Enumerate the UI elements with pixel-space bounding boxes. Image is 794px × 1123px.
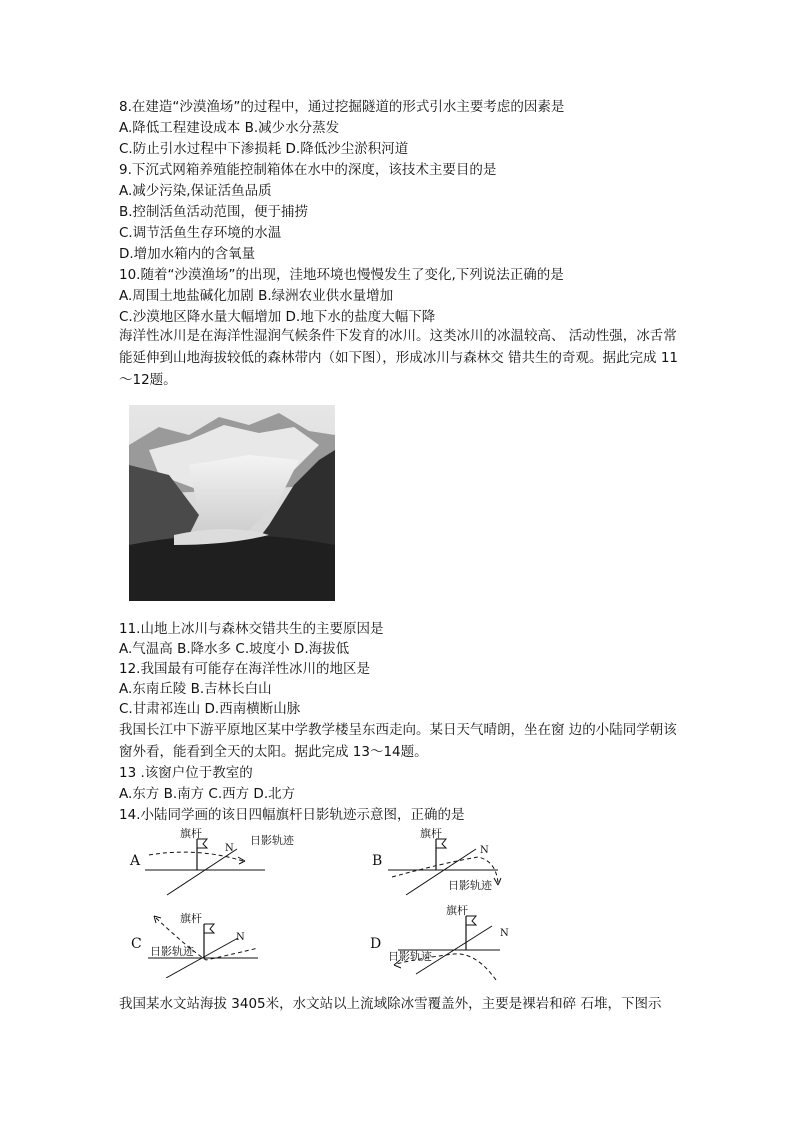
diagram-b-pole-label: 旗杆 xyxy=(420,827,442,840)
diagram-d-letter: D xyxy=(370,936,382,952)
diagram-c-pole-label: 旗杆 xyxy=(180,912,202,925)
flag-icon xyxy=(204,924,214,933)
flag-icon xyxy=(466,916,476,925)
diagram-b-track-label: 日影轨迹 xyxy=(448,879,492,892)
diagram-d-pole-label: 旗杆 xyxy=(446,904,468,917)
q13-options: A.东方 B.南方 C.西方 D.北方 xyxy=(119,786,296,802)
diagram-a-north: N xyxy=(225,843,234,854)
diagram-b xyxy=(368,827,528,897)
diagram-c-track-label: 日影轨迹 xyxy=(150,945,194,958)
diagram-b-north: N xyxy=(480,845,489,856)
q11-options: A.气温高 B.降水多 C.坡度小 D.海拔低 xyxy=(119,641,350,657)
question-11: 11.山地上冰川与森林交错共生的主要原因是 xyxy=(119,621,384,637)
q9-option-d: D.增加水箱内的含氧量 xyxy=(119,246,256,262)
question-9: 9.下沉式网箱养殖能控制箱体在水中的深度，该技术主要目的是 xyxy=(119,162,497,178)
diagram-d-north: N xyxy=(500,928,509,939)
question-12: 12.我国最有可能存在海洋性冰川的地区是 xyxy=(119,661,370,677)
question-13: 13 .该窗户位于教室的 xyxy=(119,765,253,781)
q12-options-cd: C.甘肃祁连山 D.西南横断山脉 xyxy=(119,701,301,717)
diagram-c xyxy=(128,908,288,978)
q8-options-ab: A.降低工程建设成本 B.减少水分蒸发 xyxy=(119,120,340,136)
diagram-a-pole-label: 旗杆 xyxy=(180,827,202,840)
glacier-intro-paragraph: 海洋性冰川是在海洋性湿润气候条件下发育的冰川。这类冰川的冰温较高、 活动性强，冰舌常能延伸到山地海拔较低的森林带内（如下图），形成冰川与森林交 错共生的奇观。据此完成 11～12题。 xyxy=(119,328,679,388)
q9-option-a: A.减少污染,保证活鱼品质 xyxy=(119,183,272,199)
q9-option-c: C.调节活鱼生存环境的水温 xyxy=(119,225,282,241)
glacier-photo xyxy=(129,405,335,601)
diagram-a xyxy=(125,827,355,897)
q10-options-ab: A.周围土地盐碱化加剧 B.绿洲农业供水量增加 xyxy=(119,288,394,304)
q12-options-ab: A.东南丘陵 B.吉林长白山 xyxy=(119,681,272,697)
question-14: 14.小陆同学画的该日四幅旗杆日影轨迹示意图，正确的是 xyxy=(119,807,465,823)
question-10: 10.随着“沙漠渔场”的出现，洼地环境也慢慢发生了变化,下列说法正确的是 xyxy=(119,267,564,283)
diagram-d-track-label: 日影轨迹 xyxy=(388,950,432,963)
diagram-b-letter: B xyxy=(372,853,383,869)
q8-options-cd: C.防止引水过程中下渗损耗 D.降低沙尘淤积河道 xyxy=(119,141,409,157)
q9-option-b: B.控制活鱼活动范围，便于捕捞 xyxy=(119,204,309,220)
diagram-a-track-label: 日影轨迹 xyxy=(250,834,294,847)
diagram-c-letter: C xyxy=(131,936,142,952)
window-intro-paragraph: 我国长江中下游平原地区某中学教学楼呈东西走向。某日天气晴朗，坐在窗 边的小陆同学朝该窗外看，能看到全天的太阳。据此完成 13～14题。 xyxy=(119,722,677,760)
hydrology-intro: 我国某水文站海拔 3405米，水文站以上流域除冰雪覆盖外，主要是裸岩和碎 石堆，下图示 xyxy=(119,996,662,1012)
flag-icon xyxy=(436,839,446,848)
diagram-d xyxy=(366,902,526,982)
question-8: 8.在建造“沙漠渔场”的过程中，通过挖掘隧道的形式引水主要考虑的因素是 xyxy=(119,99,565,115)
diagram-c-north: N xyxy=(236,932,245,943)
diagram-a-letter: A xyxy=(130,853,141,869)
flag-icon xyxy=(197,839,207,848)
q10-options-cd: C.沙漠地区降水量大幅增加 D.地下水的盐度大幅下降 xyxy=(119,309,436,325)
